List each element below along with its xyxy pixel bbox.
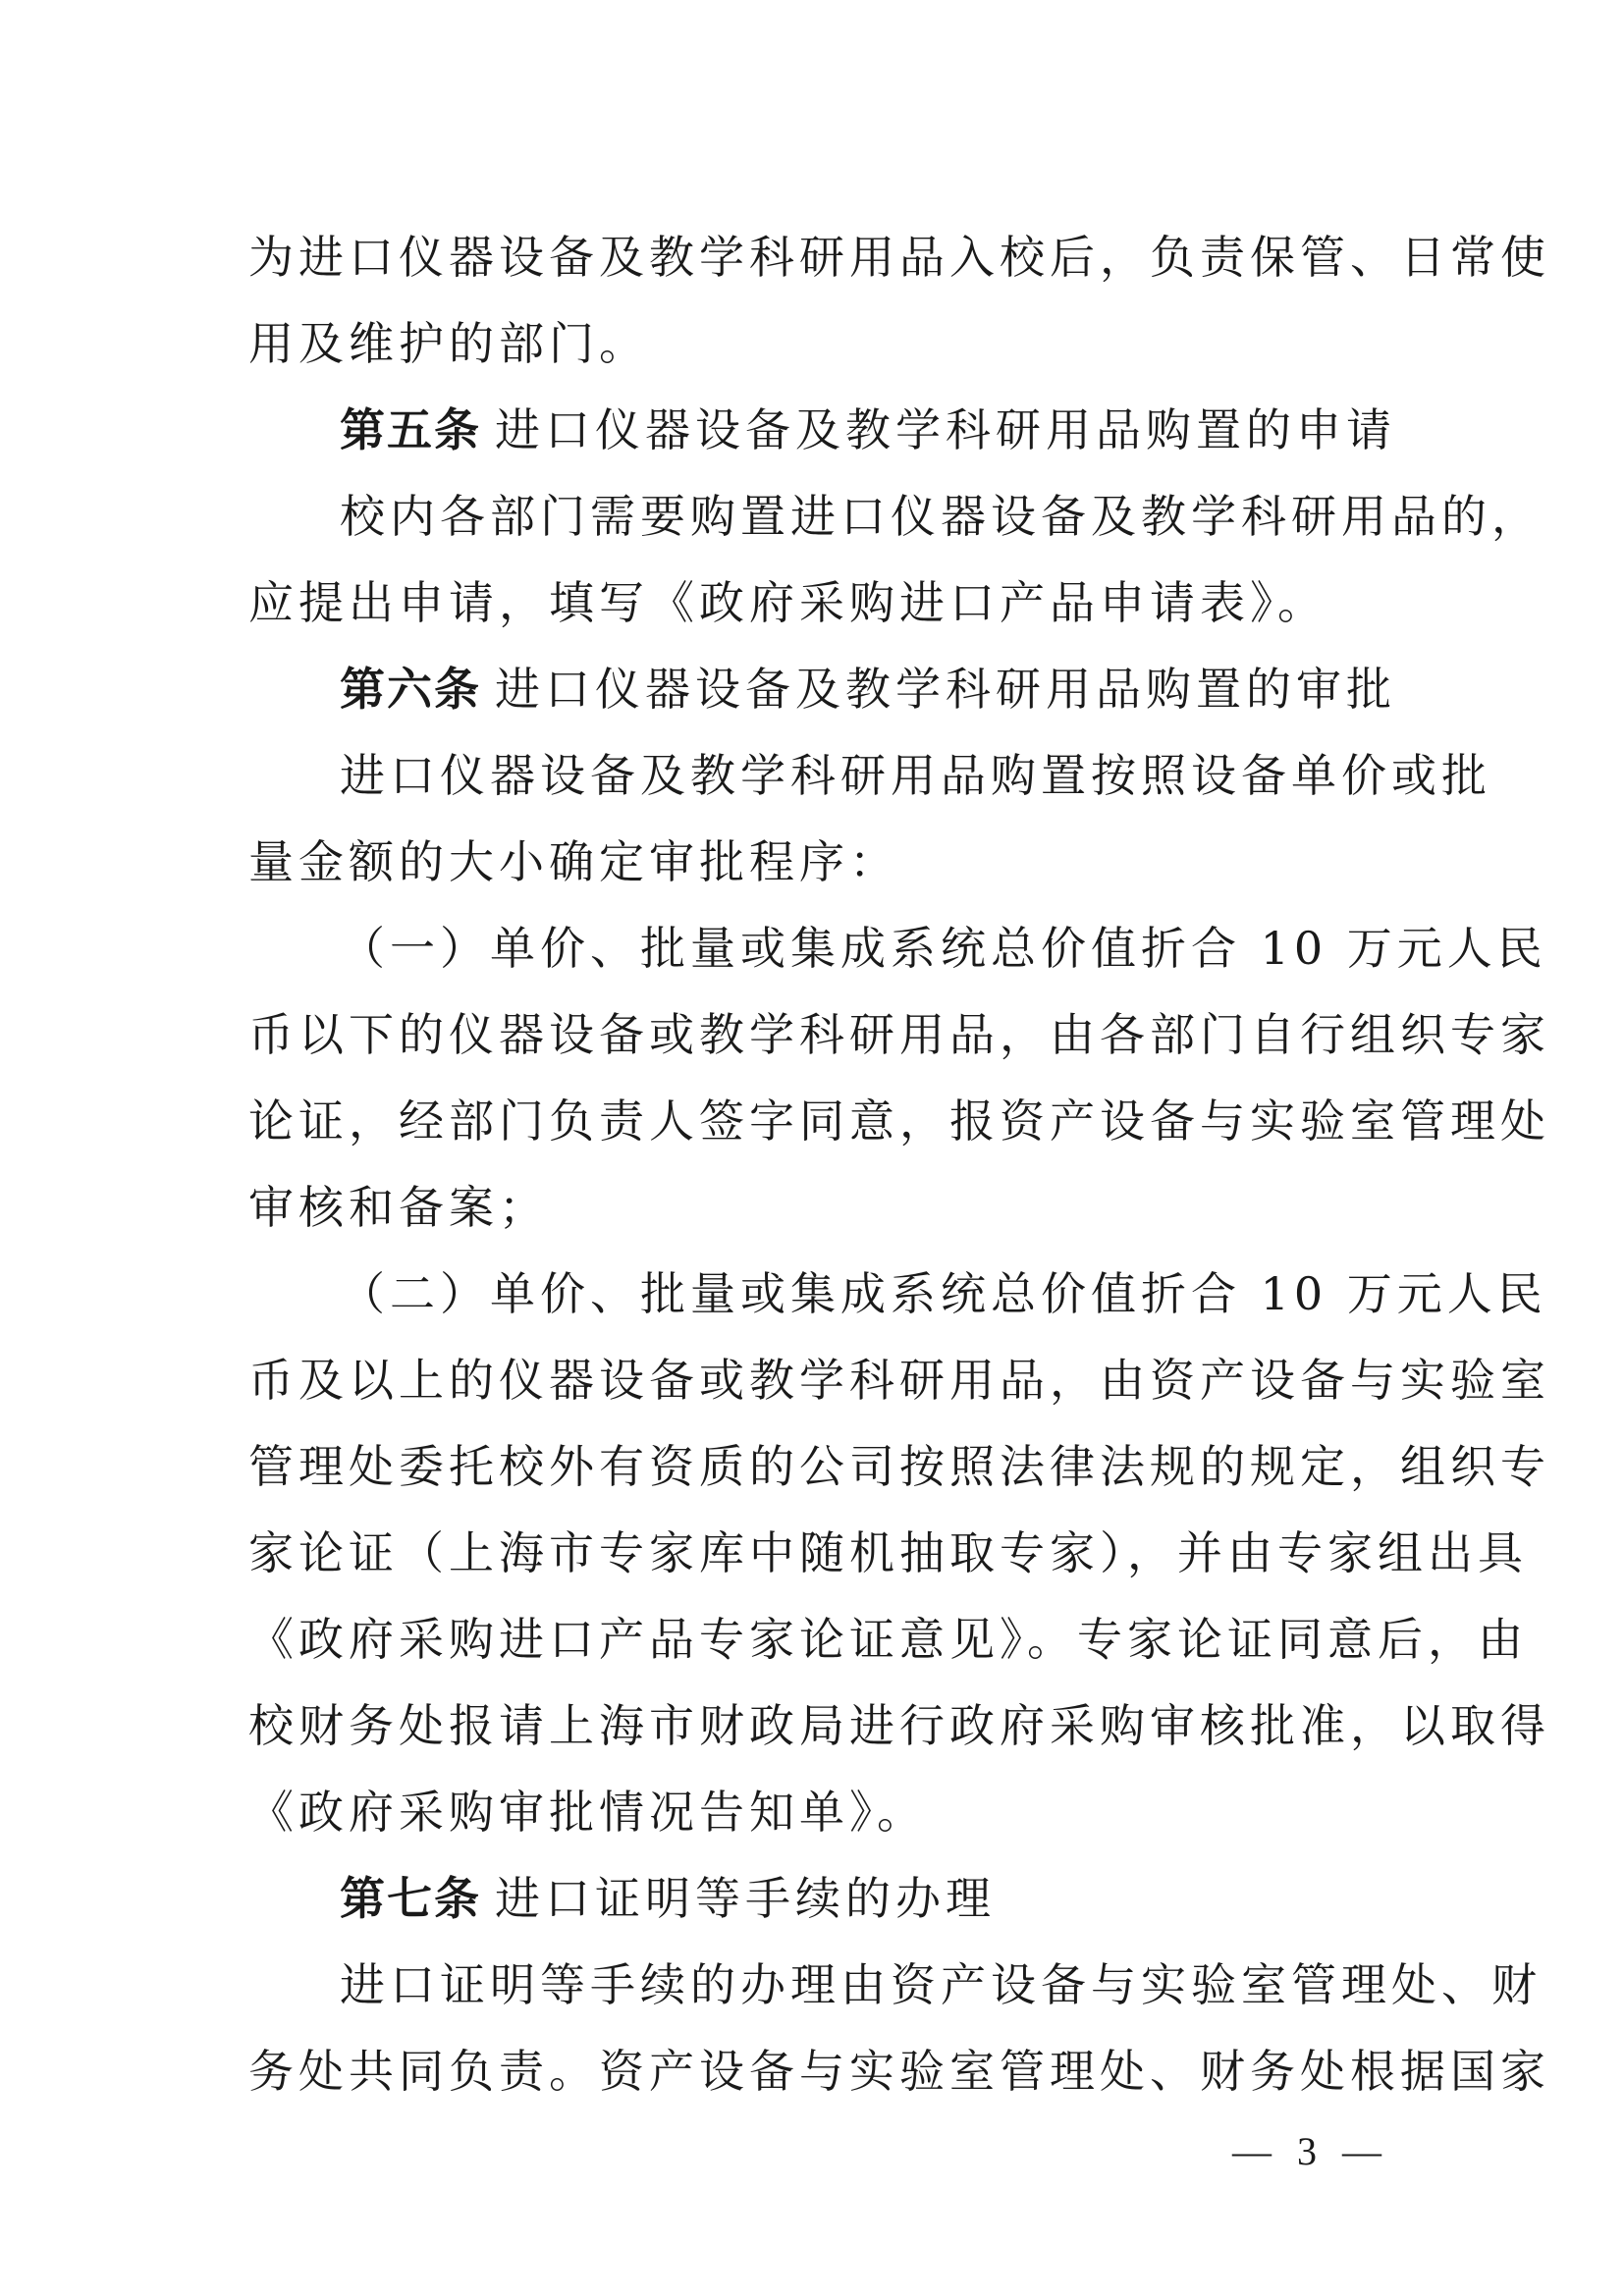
paragraph-line: 《政府采购进口产品专家论证意见》。专家论证同意后，由	[248, 1613, 1528, 1666]
paragraph-line: 量金额的大小确定审批程序：	[248, 835, 899, 888]
article-label: 第七条	[340, 1872, 481, 1925]
article-label: 第六条	[340, 663, 481, 716]
paragraph-line: 进口仪器设备及教学科研用品购置按照设备单价或批	[340, 749, 1491, 802]
paragraph-line: 审核和备案；	[248, 1181, 549, 1234]
paragraph-line: 论证，经部门负责人签字同意，报资产设备与实验室管理处	[248, 1095, 1550, 1148]
article-heading-five	[248, 387, 1396, 473]
list-item-line: （二）单价、批量或集成系统总价值折合 10 万元人民	[340, 1267, 1547, 1320]
article-label: 第五条	[340, 403, 481, 456]
paragraph-line: 币及以上的仪器设备或教学科研用品，由资产设备与实验室	[248, 1354, 1550, 1407]
document-body	[248, 214, 1550, 2114]
article-heading-seven	[248, 1855, 1387, 1942]
article-title: 进口证明等手续的办理	[495, 1872, 996, 1925]
paragraph-line: 应提出申请，填写《政府采购进口产品申请表》。	[248, 576, 1327, 629]
article-heading-six	[248, 646, 1396, 732]
paragraph-line: 务处共同负责。资产设备与实验室管理处、财务处根据国家	[248, 2045, 1550, 2098]
paragraph-line: 家论证（上海市专家库中随机抽取专家），并由专家组出具	[248, 1526, 1528, 1579]
article-title: 进口仪器设备及教学科研用品购置的申请	[495, 403, 1396, 456]
paragraph-line: 校财务处报请上海市财政局进行政府采购审核批准，以取得	[248, 1699, 1550, 1752]
article-title: 进口仪器设备及教学科研用品购置的审批	[495, 663, 1396, 716]
paragraph-line: 币以下的仪器设备或教学科研用品，由各部门自行组织专家	[248, 1008, 1550, 1061]
list-item-line: （一）单价、批量或集成系统总价值折合 10 万元人民	[340, 922, 1547, 975]
paragraph-line: 校内各部门需要购置进口仪器设备及教学科研用品的，	[340, 490, 1542, 543]
paragraph-line: 管理处委托校外有资质的公司按照法律法规的规定，组织专	[248, 1440, 1550, 1493]
paragraph-line: 《政府采购审批情况告知单》。	[248, 1786, 927, 1839]
paragraph-line: 用及维护的部门。	[248, 317, 649, 370]
paragraph-line: 进口证明等手续的办理由资产设备与实验室管理处、财	[340, 1958, 1542, 2011]
paragraph-line: 为进口仪器设备及教学科研用品入校后，负责保管、日常使	[248, 231, 1550, 284]
page-number: — 3 —	[1232, 2129, 1389, 2173]
